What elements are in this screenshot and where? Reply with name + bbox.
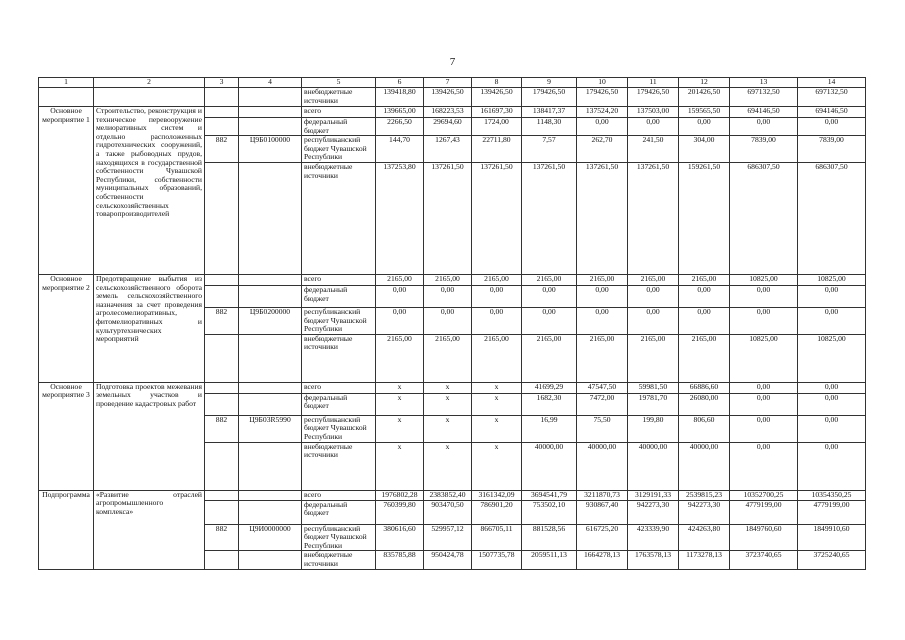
table-row [39,107,866,118]
amount-cell: 75,50 [577,415,628,442]
amount-cell: 0,00 [798,393,866,415]
amount-cell: 179426,50 [522,88,577,107]
amount-cell: x [424,393,472,415]
empty-cell [239,274,302,285]
amount-cell: 3694541,79 [522,490,577,500]
funding-source: всего [302,274,376,285]
amount-cell: 304,00 [679,136,730,163]
amount-cell: 1267,43 [424,136,472,163]
amount-cell: 1682,30 [522,393,577,415]
amount-cell: 0,00 [577,118,628,136]
empty-cell [205,393,239,415]
table-row [39,382,866,393]
column-number: 8 [472,78,522,88]
column-number: 12 [679,78,730,88]
funding-source: республиканский бюджет Чувашской Республики [302,415,376,442]
amount-cell: 0,00 [376,285,424,307]
amount-cell: 529957,12 [424,524,472,551]
amount-cell: 199,80 [628,415,679,442]
amount-cell: 4779199,00 [730,500,798,524]
amount-cell: x [472,393,522,415]
amount-cell: 137524,20 [577,107,628,118]
amount-cell: 835785,88 [376,551,424,569]
activity-description: Предотвращение выбытия из сельскохозяйственного оборота земель сельскохозяйственного назначения за счет проведения агролесомелиоративных, фитомелиоративных и культуртехнических мероприятий [94,274,205,382]
activity-label: Основное мероприятие 1 [39,107,94,275]
amount-cell: 942273,30 [679,500,730,524]
amount-cell: 2539815,23 [679,490,730,500]
table-row [39,490,866,500]
amount-cell: 686307,50 [798,162,866,274]
amount-cell: 1724,00 [472,118,522,136]
empty-cell [205,88,239,107]
amount-cell: 2165,00 [628,334,679,382]
admin-code: 882 [205,307,239,334]
column-number: 10 [577,78,628,88]
amount-cell: 137503,00 [628,107,679,118]
amount-cell: 7472,00 [577,393,628,415]
empty-cell [205,334,239,382]
amount-cell: 786901,20 [472,500,522,524]
amount-cell: x [472,382,522,393]
amount-cell: 0,00 [628,285,679,307]
amount-cell: x [472,415,522,442]
funding-source: внебюджетные источники [302,88,376,107]
amount-cell: 0,00 [730,285,798,307]
amount-cell: 0,00 [679,285,730,307]
empty-cell [205,551,239,569]
amount-cell: 3129191,33 [628,490,679,500]
amount-cell: 47547,50 [577,382,628,393]
amount-cell: 2383852,40 [424,490,472,500]
amount-cell: 1173278,13 [679,551,730,569]
column-number: 3 [205,78,239,88]
amount-cell: 159261,50 [679,162,730,274]
funding-source: федеральный бюджет [302,500,376,524]
admin-code: 882 [205,524,239,551]
amount-cell: 4779199,00 [798,500,866,524]
empty-cell [239,393,302,415]
column-number-row [39,78,866,88]
amount-cell: 0,00 [424,285,472,307]
amount-cell: 806,60 [679,415,730,442]
empty-cell [239,500,302,524]
amount-cell: 903470,50 [424,500,472,524]
amount-cell: 930867,40 [577,500,628,524]
empty-cell [205,274,239,285]
funding-source: внебюджетные источники [302,442,376,490]
amount-cell: 2165,00 [628,274,679,285]
amount-cell: 7839,00 [798,136,866,163]
amount-cell: 139426,50 [424,88,472,107]
amount-cell: 0,00 [730,415,798,442]
amount-cell: 2165,00 [522,334,577,382]
amount-cell: 694146,50 [730,107,798,118]
amount-cell: 0,00 [472,285,522,307]
amount-cell: 16,99 [522,415,577,442]
amount-cell: 0,00 [577,307,628,334]
amount-cell: 139418,80 [376,88,424,107]
amount-cell: 2165,00 [424,334,472,382]
funding-source: внебюджетные источники [302,162,376,274]
amount-cell: 168223,53 [424,107,472,118]
empty-cell [94,88,205,107]
column-number: 7 [424,78,472,88]
empty-cell [239,285,302,307]
column-number: 6 [376,78,424,88]
amount-cell: 66886,60 [679,382,730,393]
amount-cell: 19781,70 [628,393,679,415]
activity-label: Основное мероприятие 2 [39,274,94,382]
column-number: 13 [730,78,798,88]
column-number: 2 [94,78,205,88]
empty-cell [239,118,302,136]
amount-cell: 1849760,60 [730,524,798,551]
amount-cell: 694146,50 [798,107,866,118]
empty-cell [239,442,302,490]
activity-description: «Развитие отраслей агропромышленного комплекса» [94,490,205,569]
amount-cell: 0,00 [798,118,866,136]
amount-cell: 1763578,13 [628,551,679,569]
amount-cell: 161697,30 [472,107,522,118]
empty-cell [205,500,239,524]
budget-table [38,77,866,570]
amount-cell: 7839,00 [730,136,798,163]
amount-cell: 159565,50 [679,107,730,118]
amount-cell: x [376,393,424,415]
amount-cell: 22711,80 [472,136,522,163]
amount-cell: 380616,60 [376,524,424,551]
amount-cell: 40000,00 [679,442,730,490]
page-number: 7 [449,56,456,68]
amount-cell: 2165,00 [522,274,577,285]
activity-label: Подпрограмма [39,490,94,569]
amount-cell: 139665,00 [376,107,424,118]
amount-cell: 881528,56 [522,524,577,551]
amount-cell: 10352700,25 [730,490,798,500]
amount-cell: 40000,00 [577,442,628,490]
column-number: 4 [239,78,302,88]
funding-source: республиканский бюджет Чувашской Республики [302,136,376,163]
empty-cell [239,88,302,107]
amount-cell: 10825,00 [730,334,798,382]
budget-class-code: Ц9Б03R5990 [239,415,302,442]
amount-cell: 950424,78 [424,551,472,569]
amount-cell: x [472,442,522,490]
amount-cell: 0,00 [798,415,866,442]
amount-cell: 41699,29 [522,382,577,393]
amount-cell: 179426,50 [628,88,679,107]
empty-cell [239,107,302,118]
column-number: 1 [39,78,94,88]
funding-source: всего [302,107,376,118]
funding-source: республиканский бюджет Чувашской Республики [302,307,376,334]
amount-cell: 697132,50 [730,88,798,107]
amount-cell: x [424,382,472,393]
funding-source: федеральный бюджет [302,393,376,415]
amount-cell: 138417,37 [522,107,577,118]
amount-cell: 1148,30 [522,118,577,136]
amount-cell: 2165,00 [472,274,522,285]
empty-cell [239,382,302,393]
amount-cell: 0,00 [679,307,730,334]
funding-source: всего [302,382,376,393]
amount-cell: 0,00 [376,307,424,334]
amount-cell: 2266,50 [376,118,424,136]
amount-cell: 137261,50 [424,162,472,274]
amount-cell: 0,00 [730,118,798,136]
amount-cell: 40000,00 [628,442,679,490]
amount-cell: 2165,00 [472,334,522,382]
budget-class-code: Ц9Б0100000 [239,136,302,163]
amount-cell: 3723740,65 [730,551,798,569]
empty-cell [239,334,302,382]
amount-cell: 26080,00 [679,393,730,415]
amount-cell: 0,00 [798,382,866,393]
amount-cell: 10354350,25 [798,490,866,500]
amount-cell: 424263,80 [679,524,730,551]
amount-cell: 179426,50 [577,88,628,107]
empty-cell [205,442,239,490]
amount-cell: 0,00 [522,307,577,334]
admin-code: 882 [205,136,239,163]
funding-source: внебюджетные источники [302,334,376,382]
empty-cell [205,490,239,500]
amount-cell: 137261,50 [472,162,522,274]
amount-cell: 0,00 [424,307,472,334]
amount-cell: 40000,00 [522,442,577,490]
empty-cell [205,107,239,118]
amount-cell: 2165,00 [679,274,730,285]
column-number: 9 [522,78,577,88]
column-number: 11 [628,78,679,88]
amount-cell: 1976802,28 [376,490,424,500]
amount-cell: 866705,11 [472,524,522,551]
empty-cell [239,551,302,569]
amount-cell: 686307,50 [730,162,798,274]
amount-cell: 1507735,78 [472,551,522,569]
funding-source: всего [302,490,376,500]
amount-cell: 0,00 [730,442,798,490]
amount-cell: 29694,60 [424,118,472,136]
amount-cell: 7,57 [522,136,577,163]
column-number: 14 [798,78,866,88]
amount-cell: 0,00 [798,307,866,334]
amount-cell: 2165,00 [376,274,424,285]
amount-cell: x [376,382,424,393]
admin-code: 882 [205,415,239,442]
amount-cell: 697132,50 [798,88,866,107]
amount-cell: 2165,00 [424,274,472,285]
budget-class-code: Ц9И0000000 [239,524,302,551]
amount-cell: 423339,90 [628,524,679,551]
amount-cell: 2059511,13 [522,551,577,569]
amount-cell: 0,00 [798,285,866,307]
budget-class-code: Ц9Б0200000 [239,307,302,334]
empty-cell [239,162,302,274]
amount-cell: 3211870,73 [577,490,628,500]
activity-label: Основное мероприятие 3 [39,382,94,490]
amount-cell: 137261,50 [628,162,679,274]
empty-cell [39,88,94,107]
amount-cell: 1849910,60 [798,524,866,551]
amount-cell: 139426,50 [472,88,522,107]
empty-cell [205,162,239,274]
amount-cell: 2165,00 [577,274,628,285]
amount-cell: 753502,10 [522,500,577,524]
amount-cell: 0,00 [628,118,679,136]
amount-cell: 760399,80 [376,500,424,524]
amount-cell: 2165,00 [376,334,424,382]
amount-cell: 0,00 [577,285,628,307]
amount-cell: 1664278,13 [577,551,628,569]
amount-cell: 616725,20 [577,524,628,551]
amount-cell: x [376,415,424,442]
amount-cell: 0,00 [730,393,798,415]
amount-cell: 0,00 [522,285,577,307]
amount-cell: 10825,00 [798,334,866,382]
amount-cell: x [376,442,424,490]
empty-cell [205,118,239,136]
amount-cell: 262,70 [577,136,628,163]
activity-description: Подготовка проектов межевания земельных участков и проведение кадастровых работ [94,382,205,490]
amount-cell: 10825,00 [798,274,866,285]
amount-cell: 0,00 [798,442,866,490]
funding-source: федеральный бюджет [302,118,376,136]
amount-cell: 942273,30 [628,500,679,524]
activity-description: Строительство, реконструкция и техническое перевооружение мелиоративных систем и отдельно расположенных гидротехнических сооружений, а также рыбоводных прудов, находящихся в государственной собственности Чувашской Республики, собственности муниципальных образований, собственности сельскохозяйственных товаропроизводителей [94,107,205,275]
amount-cell: 0,00 [472,307,522,334]
amount-cell: 0,00 [679,118,730,136]
amount-cell: 2165,00 [577,334,628,382]
funding-source: внебюджетные источники [302,551,376,569]
empty-cell [239,490,302,500]
empty-cell [205,285,239,307]
amount-cell: 137261,50 [577,162,628,274]
amount-cell: 59981,50 [628,382,679,393]
column-number: 5 [302,78,376,88]
table-row [39,88,866,107]
amount-cell: 144,70 [376,136,424,163]
amount-cell: 137261,50 [522,162,577,274]
amount-cell: 10825,00 [730,274,798,285]
amount-cell: 0,00 [730,382,798,393]
amount-cell: 2165,00 [679,334,730,382]
amount-cell: x [424,442,472,490]
amount-cell: 3161342,09 [472,490,522,500]
funding-source: федеральный бюджет [302,285,376,307]
amount-cell: x [424,415,472,442]
table-row [39,274,866,285]
amount-cell: 137253,80 [376,162,424,274]
amount-cell: 3725240,65 [798,551,866,569]
amount-cell: 201426,50 [679,88,730,107]
amount-cell: 0,00 [730,307,798,334]
funding-source: республиканский бюджет Чувашской Республики [302,524,376,551]
empty-cell [205,382,239,393]
amount-cell: 241,50 [628,136,679,163]
amount-cell: 0,00 [628,307,679,334]
